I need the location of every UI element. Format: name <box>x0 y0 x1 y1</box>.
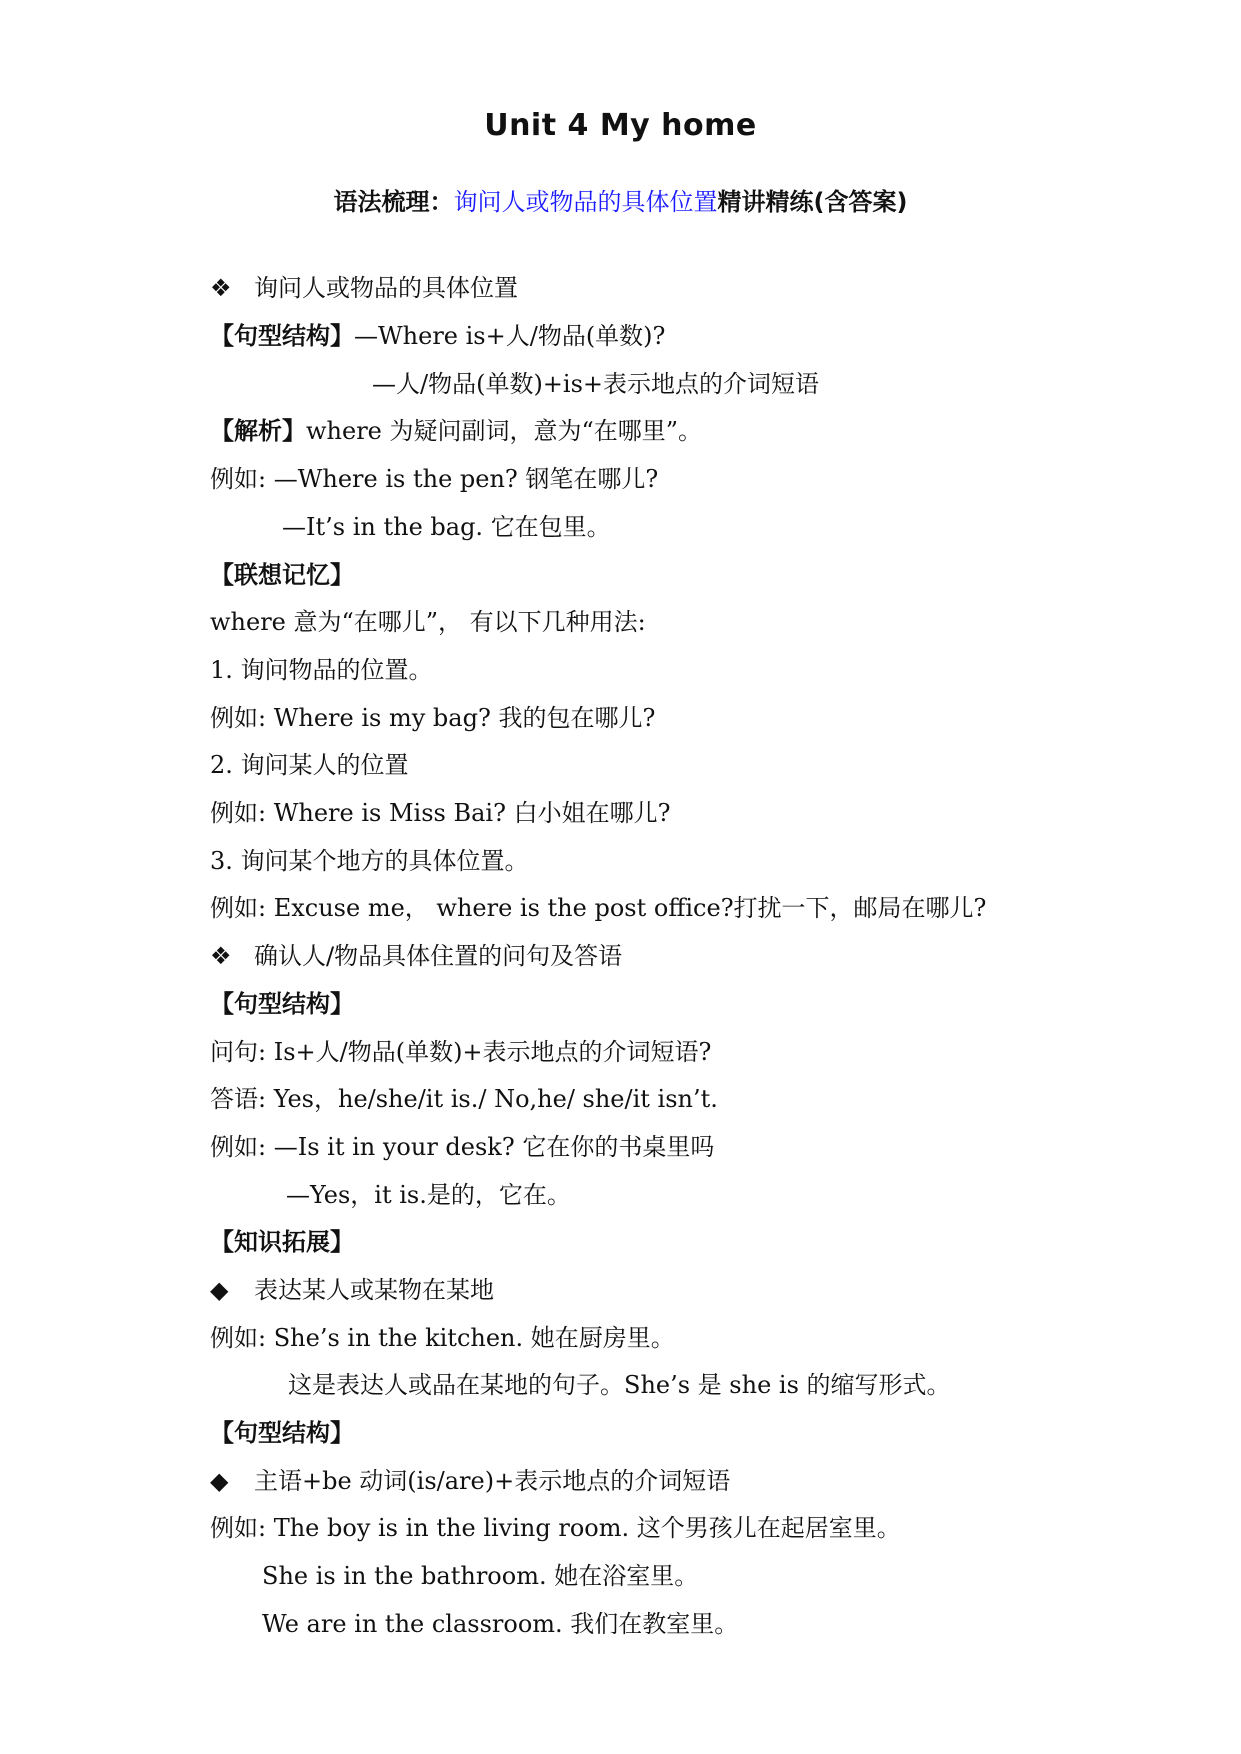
text-line <box>262 1610 738 1639</box>
text-line <box>210 608 646 637</box>
diamond-bullet-icon: ❖ <box>210 274 232 302</box>
diamond-bullet-icon: ◆ <box>210 1276 229 1304</box>
line-text: 表达某人或某物在某地 <box>254 1276 494 1304</box>
text-line <box>210 561 354 590</box>
text-line <box>262 1562 698 1591</box>
section-heading-text: 询问人或物品的具体位置 <box>254 274 518 302</box>
subtitle-prefix: 语法梳理： <box>333 188 454 216</box>
line-text: 3. 询问某个地方的具体位置。 <box>210 847 529 875</box>
bracket-label: 【解析】 <box>210 417 306 445</box>
bracket-label: 【句型结构】 <box>210 990 354 1018</box>
text-line <box>210 1324 675 1353</box>
subtitle-suffix: 精讲精练(含答案) <box>717 188 908 216</box>
line-text: 1. 询问物品的位置。 <box>210 656 433 684</box>
text-line <box>210 656 433 685</box>
line-text: 例如: She’s in the kitchen. 她在厨房里。 <box>210 1324 675 1352</box>
text-line <box>288 1371 951 1400</box>
bracket-label: 【句型结构】 <box>210 322 354 350</box>
line-text: She is in the bathroom. 她在浴室里。 <box>262 1562 699 1590</box>
section-heading-2 <box>210 942 622 971</box>
line-text: 例如: —Is it in your desk? 它在你的书桌里吗 <box>210 1133 715 1161</box>
text-line <box>210 1514 901 1543</box>
text-line <box>210 322 665 351</box>
bracket-label: 【知识拓展】 <box>210 1228 354 1256</box>
text-line <box>210 894 986 923</box>
text-line <box>210 417 702 446</box>
line-text: 例如: Where is Miss Bai? 白小姐在哪儿? <box>210 799 671 827</box>
page-subtitle <box>0 182 1241 217</box>
page-title: Unit 4 My home <box>484 108 757 143</box>
line-text: —Yes，it is.是的，它在。 <box>286 1181 571 1209</box>
line-text: 2. 询问某人的位置 <box>210 751 409 779</box>
text-line <box>210 465 658 494</box>
line-text: 例如: Excuse me， where is the post office?打扰一下，邮局在哪儿? <box>210 894 987 922</box>
text-line <box>210 751 409 780</box>
line-text: 例如: —Where is the pen? 钢笔在哪儿? <box>210 465 659 493</box>
text-line <box>210 704 655 733</box>
diamond-bullet-icon: ❖ <box>210 942 232 970</box>
line-text: 主语+be 动词(is/are)+表示地点的介词短语 <box>254 1467 731 1495</box>
text-line <box>372 370 819 399</box>
text-line <box>210 1038 711 1067</box>
line-text: 问句: Is+人/物品(单数)+表示地点的介词短语? <box>210 1038 712 1066</box>
bracket-label: 【联想记忆】 <box>210 561 354 589</box>
bracket-label: 【句型结构】 <box>210 1419 354 1447</box>
line-text: —It’s in the bag. 它在包里。 <box>282 513 611 541</box>
text-line <box>210 1228 354 1257</box>
text-line <box>210 1085 718 1114</box>
text-line <box>210 847 529 876</box>
line-text: where 为疑问副词，意为“在哪里”。 <box>306 417 703 445</box>
line-text: We are in the classroom. 我们在教室里。 <box>262 1610 739 1638</box>
section-heading-1 <box>210 274 518 303</box>
line-text: —人/物品(单数)+is+表示地点的介词短语 <box>372 370 820 398</box>
text-line <box>286 1181 571 1210</box>
line-text: 这是表达人或品在某地的句子。She’s 是 she is 的缩写形式。 <box>288 1371 951 1399</box>
subtitle-highlight: 询问人或物品的具体位置 <box>453 188 718 216</box>
section-heading-text: 确认人/物品具体住置的问句及答语 <box>254 942 623 970</box>
text-line <box>210 1419 354 1448</box>
text-line <box>210 1467 730 1496</box>
text-line <box>210 1133 714 1162</box>
diamond-bullet-icon: ◆ <box>210 1467 229 1495</box>
line-text: 例如: The boy is in the living room. 这个男孩儿在起居室里。 <box>210 1514 901 1542</box>
line-text: 答语: Yes，he/she/it is./ No,he/ she/it isn’t. <box>210 1085 718 1113</box>
text-line <box>210 1276 494 1305</box>
line-text: —Where is+人/物品(单数)? <box>354 322 666 350</box>
line-text: where 意为“在哪儿”， 有以下几种用法: <box>210 608 646 636</box>
text-line <box>282 513 611 542</box>
text-line <box>210 990 354 1019</box>
text-line <box>210 799 670 828</box>
line-text: 例如: Where is my bag? 我的包在哪儿? <box>210 704 656 732</box>
